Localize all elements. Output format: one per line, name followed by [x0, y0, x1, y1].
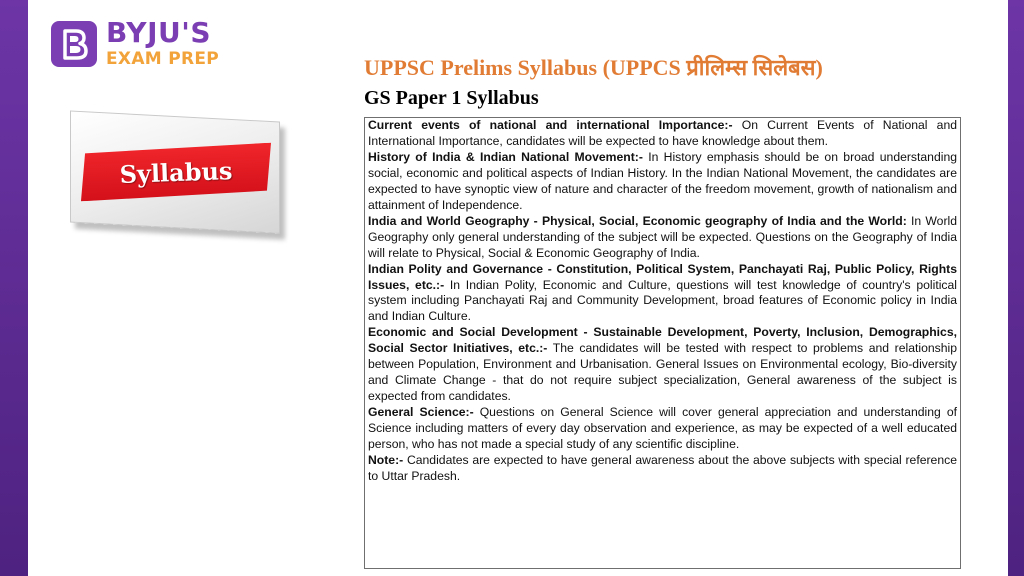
- section-body: In World Geography only general understanding of the subject will be expected. Questions on the Geography of India will relate to Physical, Social & Economic Geography of India.: [368, 213, 958, 260]
- section-current-events: [368, 118, 957, 150]
- section-polity: [368, 262, 957, 326]
- section-general-science: [368, 405, 957, 453]
- section-heading: General Science:-: [368, 405, 474, 420]
- section-body: Candidates are expected to have general awareness about the above subjects with special reference to Uttar Pradesh.: [368, 453, 957, 483]
- brand-subtitle: EXAM PREP: [106, 49, 220, 69]
- page-subtitle: GS Paper 1 Syllabus: [364, 87, 539, 109]
- syllabus-document: [364, 117, 961, 569]
- brand-name: BYJU'S: [106, 16, 211, 49]
- section-body: In History emphasis should be on broad understanding social, economic and political aspects of Indian History. In the Indian National Movement, the candidates are expected to have synoptic view of nature and character of the freedom movement, growth of nationalism and attainment of Independence.: [368, 149, 958, 212]
- section-body: In Indian Polity, Economic and Culture, questions will test knowledge of country's political system including Panchayati Raj and Community Development, broad features of Economic policy in India and Indian Culture.: [368, 277, 957, 324]
- left-frame-border: [0, 0, 28, 576]
- section-heading: Current events of national and international Importance:-: [368, 118, 733, 132]
- section-body: Questions on General Science will cover general appreciation and understanding of Science including matters of every day observation and experience, as may be expected of a well educated person, who has not made a special study of any scientific discipline.: [368, 405, 957, 452]
- slide: [28, 0, 1008, 576]
- section-heading: History of India & Indian National Movement:-: [368, 149, 643, 164]
- syllabus-label: Syllabus: [119, 155, 233, 189]
- section-body: The candidates will be tested with respect to problems and relationship between Population, Environment and Urbanisation. General Issues on Environmental ecology, Bio-diversity and Climate Change - that do not require subject specialization, General awareness of the subject is expected from candidates.: [368, 341, 957, 404]
- syllabus-graphic: [70, 116, 292, 236]
- byjus-exam-prep-logo: [51, 17, 251, 73]
- section-heading: Note:-: [368, 453, 404, 468]
- right-frame-border: [1008, 0, 1024, 576]
- section-heading: Indian Polity and Governance - Constitution, Political System, Panchayati Raj, Public Policy, Rights Issues, etc.:-: [368, 261, 957, 292]
- section-heading: Economic and Social Development - Sustainable Development, Poverty, Inclusion, Demographics, Social Sector Initiatives, etc.:-: [368, 325, 957, 356]
- section-heading: India and World Geography - Physical, Social, Economic geography of India and the World:: [368, 213, 907, 228]
- page-title: UPPSC Prelims Syllabus (UPPCS प्रीलिम्स सिलेबस): [364, 55, 823, 80]
- section-history: [368, 150, 957, 214]
- section-body: On Current Events of National and International Importance, candidates will be expected to have knowledge about them.: [368, 118, 957, 148]
- section-geography: [368, 214, 957, 262]
- byjus-b-logo-icon: [51, 21, 97, 67]
- section-note: [368, 453, 957, 485]
- section-economic-social: [368, 325, 957, 405]
